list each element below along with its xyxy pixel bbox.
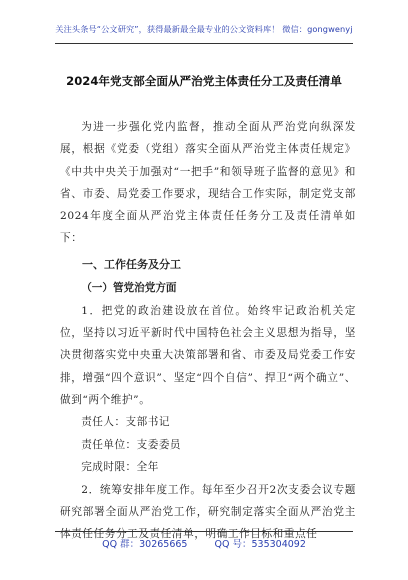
subsection-heading: （一）管党治党方面 bbox=[81, 281, 177, 294]
document-title: 2024年党支部全面从严治党主体责任分工及责任清单 bbox=[66, 74, 342, 88]
footer-divider bbox=[55, 531, 353, 532]
header-note: 关注头条号“公文研究”，获得最新最全最专业的公文资料库！ 微信：gongwenyj bbox=[55, 24, 353, 34]
header-divider bbox=[55, 43, 353, 44]
document-body bbox=[60, 116, 356, 546]
responsible-person: 责任人：支部书记 bbox=[81, 416, 170, 429]
intro-paragraph: 为进一步强化党内监督，推动全面从严治党向纵深发展，根据《党委（党组）落实全面从严治党主体责任规定》《中共中央关于加强对“一把手”和领导班子监督的意见》和省、市委、局党委工作要求，现结合工作实际，制定党支部2024年度全面从严治党主体责任任务分工及责任清单如下： bbox=[60, 121, 356, 245]
footer-qq-group: QQ 群：30265665 bbox=[102, 539, 188, 550]
deadline: 完成时限：全年 bbox=[81, 461, 159, 474]
footer-qq-number: QQ 号：535304092 bbox=[214, 539, 306, 550]
item-paragraph-2: 2．统筹安排年度工作。每年至少召开2次支委会议专题研究部署全面从严治党工作，研究制定落实全面从严治党主体责任任务分工及责任清单，明确工作目标和重点任 bbox=[60, 483, 356, 541]
item-paragraph-1: 1．把党的政治建设放在首位。始终牢记政治机关定位，坚持以习近平新时代中国特色社会主义思想为指导，坚决贯彻落实党中央重大决策部署和省、市委及局党委工作安排，增强“四个意识”、坚定“四个自信”、捍卫“两个确立”、做到“两个维护”。 bbox=[60, 304, 356, 406]
footer bbox=[0, 536, 408, 550]
section-heading: 一、工作任务及分工 bbox=[82, 257, 181, 271]
responsible-unit: 责任单位：支委委员 bbox=[81, 438, 182, 451]
